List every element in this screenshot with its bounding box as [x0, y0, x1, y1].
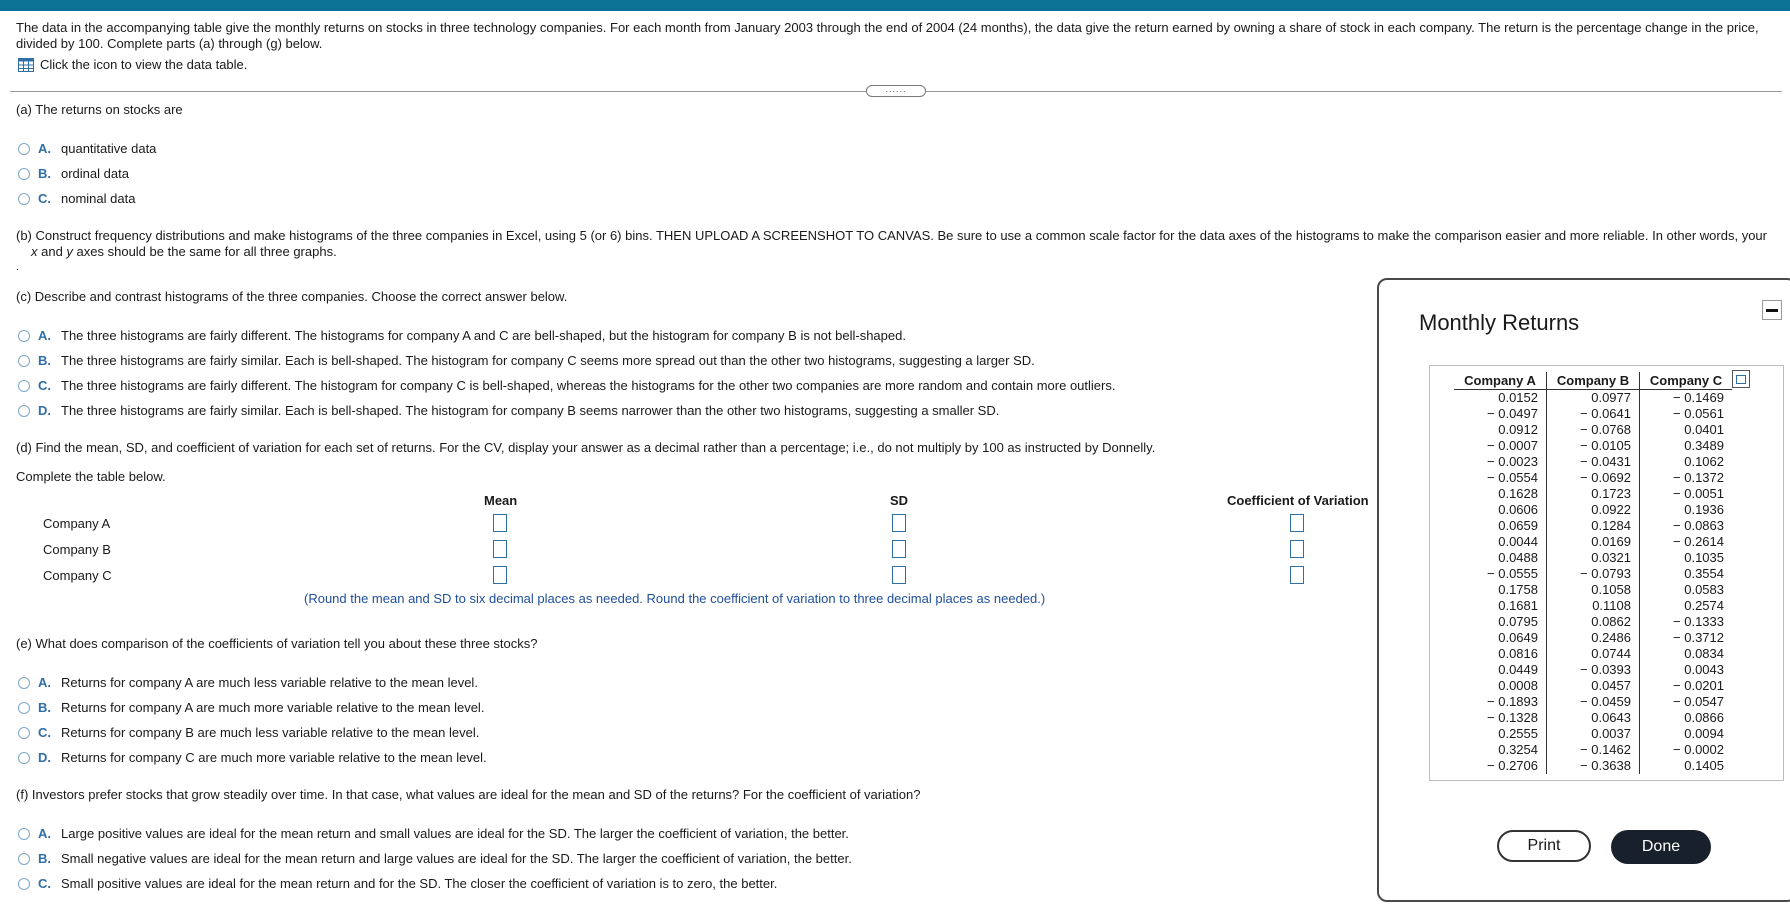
table-cell: − 0.0201 [1673, 678, 1724, 693]
table-cell: 0.3554 [1684, 566, 1724, 581]
table-cell: − 0.0051 [1673, 486, 1724, 501]
part-f-option-c[interactable]: C. Small positive values are ideal for the mean return and for the SD. The closer the coefficient of variation is to zero, the better. [18, 876, 777, 891]
cv-column-header: Coefficient of Variation [1227, 493, 1369, 508]
mean-input-company-a[interactable] [493, 514, 507, 532]
table-cell: 0.0044 [1454, 534, 1547, 550]
table-cell: 0.0321 [1547, 550, 1640, 566]
table-row [1454, 742, 1732, 758]
monthly-returns-table [1454, 372, 1732, 774]
copy-table-icon[interactable] [1732, 370, 1750, 388]
radio-button[interactable] [18, 702, 30, 714]
table-cell: 0.0152 [1454, 390, 1547, 407]
part-c-option-a[interactable]: A. The three histograms are fairly different. The histograms for company A and C are bell-shaped, but the histogram for company B is not bell-shaped. [18, 328, 906, 343]
table-cell: 0.3489 [1684, 438, 1724, 453]
part-c-option-b[interactable]: B. The three histograms are fairly similar. Each is bell-shaped. The histogram for company C seems more spread out than the other two histograms, suggesting a larger SD. [18, 353, 1035, 368]
table-cell: 0.0866 [1684, 710, 1724, 725]
part-c-option-c[interactable]: C. The three histograms are fairly different. The histogram for company C is bell-shaped, whereas the histograms for the other two companies are more random and contain more outliers. [18, 378, 1115, 393]
table-cell: 0.1723 [1547, 486, 1640, 502]
cv-input-company-a[interactable] [1290, 514, 1304, 532]
radio-button[interactable] [18, 828, 30, 840]
table-cell: 0.1035 [1684, 550, 1724, 565]
data-table-icon[interactable] [18, 58, 34, 72]
table-row [1454, 518, 1732, 534]
radio-button[interactable] [18, 878, 30, 890]
table-cell: − 0.0692 [1547, 470, 1640, 486]
part-c-option-d[interactable]: D. The three histograms are fairly similar. Each is bell-shaped. The histogram for company B seems narrower than the other two histograms, suggesting a smaller SD. [18, 403, 999, 418]
radio-button[interactable] [18, 168, 30, 180]
row-label-company-b: Company B [43, 542, 111, 557]
table-cell: − 0.0023 [1454, 454, 1547, 470]
table-cell: 0.0659 [1454, 518, 1547, 534]
part-f-option-b[interactable]: B. Small negative values are ideal for the mean return and large values are ideal for the SD. The larger the coefficient of variation, the better. [18, 851, 852, 866]
table-cell: 0.1058 [1547, 582, 1640, 598]
data-table-link-label[interactable]: Click the icon to view the data table. [40, 57, 248, 72]
part-a-option-c[interactable]: C. nominal data [18, 191, 135, 206]
table-row [1454, 646, 1732, 662]
table-cell: − 0.0007 [1454, 438, 1547, 454]
table-cell: 0.0094 [1684, 726, 1724, 741]
table-cell: 0.1758 [1454, 582, 1547, 598]
table-cell: − 0.0105 [1547, 438, 1640, 454]
table-row [1454, 582, 1732, 598]
table-cell: − 0.0768 [1547, 422, 1640, 438]
table-cell: 0.2574 [1684, 598, 1724, 613]
radio-button[interactable] [18, 752, 30, 764]
column-header-company-b: Company B [1547, 372, 1640, 390]
top-bar [0, 0, 1790, 11]
minimize-icon[interactable] [1762, 300, 1782, 320]
table-cell: 0.0795 [1454, 614, 1547, 630]
table-row [1454, 438, 1732, 454]
part-b-question: (b) Construct frequency distributions and make histograms of the three companies in Excel, using 5 (or 6) bins. THEN UPLOAD A SCREENSHOT TO CANVAS. Be sure to use a common scale factor for the data axes of the histograms to make the comparison easier and more reliable. In other words, your x and y axes should be the same for all three graphs. [16, 228, 1767, 259]
table-cell: 0.0488 [1454, 550, 1547, 566]
table-row [1454, 662, 1732, 678]
table-cell: − 0.1469 [1673, 390, 1724, 405]
radio-button[interactable] [18, 853, 30, 865]
table-row [1454, 422, 1732, 438]
radio-button[interactable] [18, 143, 30, 155]
table-cell: − 0.1333 [1673, 614, 1724, 629]
table-row [1454, 390, 1732, 407]
row-label-company-a: Company A [43, 516, 111, 531]
table-row [1454, 758, 1732, 774]
part-a-question: (a) The returns on stocks are [16, 102, 183, 117]
table-cell: − 0.3638 [1547, 758, 1640, 774]
intro-text: The data in the accompanying table give the monthly returns on stocks in three technology companies. For each month from January 2003 through the end of 2004 (24 months), the data give the return earned by owning a share of stock in each company. The return is the percentage change in the price, divided by 100. Complete parts (a) through (g) below. [16, 20, 1759, 51]
column-header-company-a: Company A [1454, 372, 1547, 390]
table-cell: − 0.1328 [1454, 710, 1547, 726]
table-cell: 0.0816 [1454, 646, 1547, 662]
table-cell: − 0.1372 [1673, 470, 1724, 485]
part-d-question: (d) Find the mean, SD, and coefficient of variation for each set of returns. For the CV, display your answer as a decimal rather than a percentage; i.e., do not multiply by 100 as instructed by Donnelly. [16, 440, 1156, 455]
sd-input-company-a[interactable] [892, 514, 906, 532]
part-d-instruction: Complete the table below. [16, 469, 166, 484]
table-row [1454, 694, 1732, 710]
table-cell: 0.2486 [1547, 630, 1640, 646]
part-f-option-a[interactable]: A. Large positive values are ideal for the mean return and small values are ideal for the SD. The larger the coefficient of variation, the better. [18, 826, 849, 841]
table-cell: − 0.0554 [1454, 470, 1547, 486]
table-cell: 0.0912 [1454, 422, 1547, 438]
table-row [1454, 534, 1732, 550]
table-cell: 0.0457 [1547, 678, 1640, 694]
table-cell: 0.0449 [1454, 662, 1547, 678]
table-cell: 0.0583 [1684, 582, 1724, 597]
part-b-dot: . [16, 262, 19, 273]
mean-input-company-b[interactable] [493, 540, 507, 558]
table-cell: 0.0862 [1547, 614, 1640, 630]
table-row [1454, 454, 1732, 470]
radio-button[interactable] [18, 727, 30, 739]
column-header-company-c: Company C [1640, 372, 1733, 390]
print-button[interactable]: Print [1497, 830, 1591, 862]
table-row [1454, 502, 1732, 518]
table-cell: − 0.0863 [1673, 518, 1724, 533]
table-cell: 0.0643 [1547, 710, 1640, 726]
table-cell: 0.3254 [1454, 742, 1547, 758]
table-row [1454, 550, 1732, 566]
table-row [1454, 470, 1732, 486]
part-e-option-d[interactable]: D. Returns for company C are much more variable relative to the mean level. [18, 750, 487, 765]
table-cell: 0.0401 [1684, 422, 1724, 437]
table-row [1454, 566, 1732, 582]
table-cell: 0.1284 [1547, 518, 1640, 534]
mean-column-header: Mean [484, 493, 518, 508]
table-cell: 0.0834 [1684, 646, 1724, 661]
monthly-returns-dialog [1377, 278, 1790, 902]
table-row [1454, 630, 1732, 646]
part-e-option-b[interactable]: B. Returns for company A are much more variable relative to the mean level. [18, 700, 484, 715]
sd-input-company-c[interactable] [892, 566, 906, 584]
table-cell: − 0.0555 [1454, 566, 1547, 582]
table-cell: − 0.0459 [1547, 694, 1640, 710]
table-row [1454, 598, 1732, 614]
rounding-note: (Round the mean and SD to six decimal places as needed. Round the coefficient of variation to three decimal places as needed.) [304, 591, 1046, 606]
table-cell: 0.1062 [1684, 454, 1724, 469]
resize-handle[interactable]: ...... [866, 85, 926, 97]
table-cell: − 0.1893 [1454, 694, 1547, 710]
table-cell: 0.1108 [1547, 598, 1640, 614]
part-f-question: (f) Investors prefer stocks that grow steadily over time. In that case, what values are ideal for the mean and SD of the returns? For the coefficient of variation? [16, 787, 921, 802]
table-cell: 0.0606 [1454, 502, 1547, 518]
table-cell: 0.1936 [1684, 502, 1724, 517]
cv-input-company-b[interactable] [1290, 540, 1304, 558]
table-cell: 0.0008 [1454, 678, 1547, 694]
table-cell: − 0.0393 [1547, 662, 1640, 678]
data-table-link[interactable] [18, 57, 247, 72]
table-cell: 0.1405 [1684, 758, 1724, 773]
table-cell: 0.0649 [1454, 630, 1547, 646]
table-cell: − 0.0793 [1547, 566, 1640, 582]
part-a-option-b[interactable]: B. ordinal data [18, 166, 129, 181]
table-cell: 0.0744 [1547, 646, 1640, 662]
table-row [1454, 710, 1732, 726]
table-cell: − 0.3712 [1673, 630, 1724, 645]
dialog-title: Monthly Returns [1419, 310, 1580, 335]
part-c-question: (c) Describe and contrast histograms of the three companies. Choose the correct answer below. [16, 289, 568, 304]
table-cell: 0.0977 [1547, 390, 1640, 407]
radio-button[interactable] [18, 193, 30, 205]
table-row [1454, 486, 1732, 502]
table-row [1454, 678, 1732, 694]
table-cell: − 0.0547 [1673, 694, 1724, 709]
table-cell: 0.1628 [1454, 486, 1547, 502]
returns-table-body [1454, 390, 1732, 775]
table-cell: − 0.2614 [1673, 534, 1724, 549]
table-cell: 0.0037 [1547, 726, 1640, 742]
radio-button[interactable] [18, 677, 30, 689]
table-cell: − 0.0431 [1547, 454, 1640, 470]
mean-input-company-c[interactable] [493, 566, 507, 584]
radio-button[interactable] [18, 330, 30, 342]
sd-input-company-b[interactable] [892, 540, 906, 558]
table-cell: − 0.0002 [1673, 742, 1724, 757]
table-row [1454, 726, 1732, 742]
table-cell: 0.0169 [1547, 534, 1640, 550]
table-cell: − 0.0561 [1673, 406, 1724, 421]
row-label-company-c: Company C [43, 568, 112, 583]
table-cell: 0.1681 [1454, 598, 1547, 614]
table-cell: − 0.1462 [1547, 742, 1640, 758]
table-cell: − 0.0641 [1547, 406, 1640, 422]
sd-column-header: SD [890, 493, 909, 508]
table-row [1454, 614, 1732, 630]
table-cell: − 0.0497 [1454, 406, 1547, 422]
radio-button[interactable] [18, 355, 30, 367]
part-e-option-a[interactable]: A. Returns for company A are much less variable relative to the mean level. [18, 675, 478, 690]
table-cell: 0.2555 [1454, 726, 1547, 742]
part-e-option-c[interactable]: C. Returns for company B are much less variable relative to the mean level. [18, 725, 479, 740]
table-cell: 0.0043 [1684, 662, 1724, 677]
done-button[interactable]: Done [1611, 830, 1711, 864]
part-a-option-a[interactable]: A. quantitative data [18, 141, 156, 156]
table-row [1454, 406, 1732, 422]
radio-button[interactable] [18, 405, 30, 417]
table-cell: 0.0922 [1547, 502, 1640, 518]
radio-button[interactable] [18, 380, 30, 392]
table-cell: − 0.2706 [1454, 758, 1547, 774]
part-e-question: (e) What does comparison of the coefficients of variation tell you about these three stocks? [16, 636, 538, 651]
cv-input-company-c[interactable] [1290, 566, 1304, 584]
